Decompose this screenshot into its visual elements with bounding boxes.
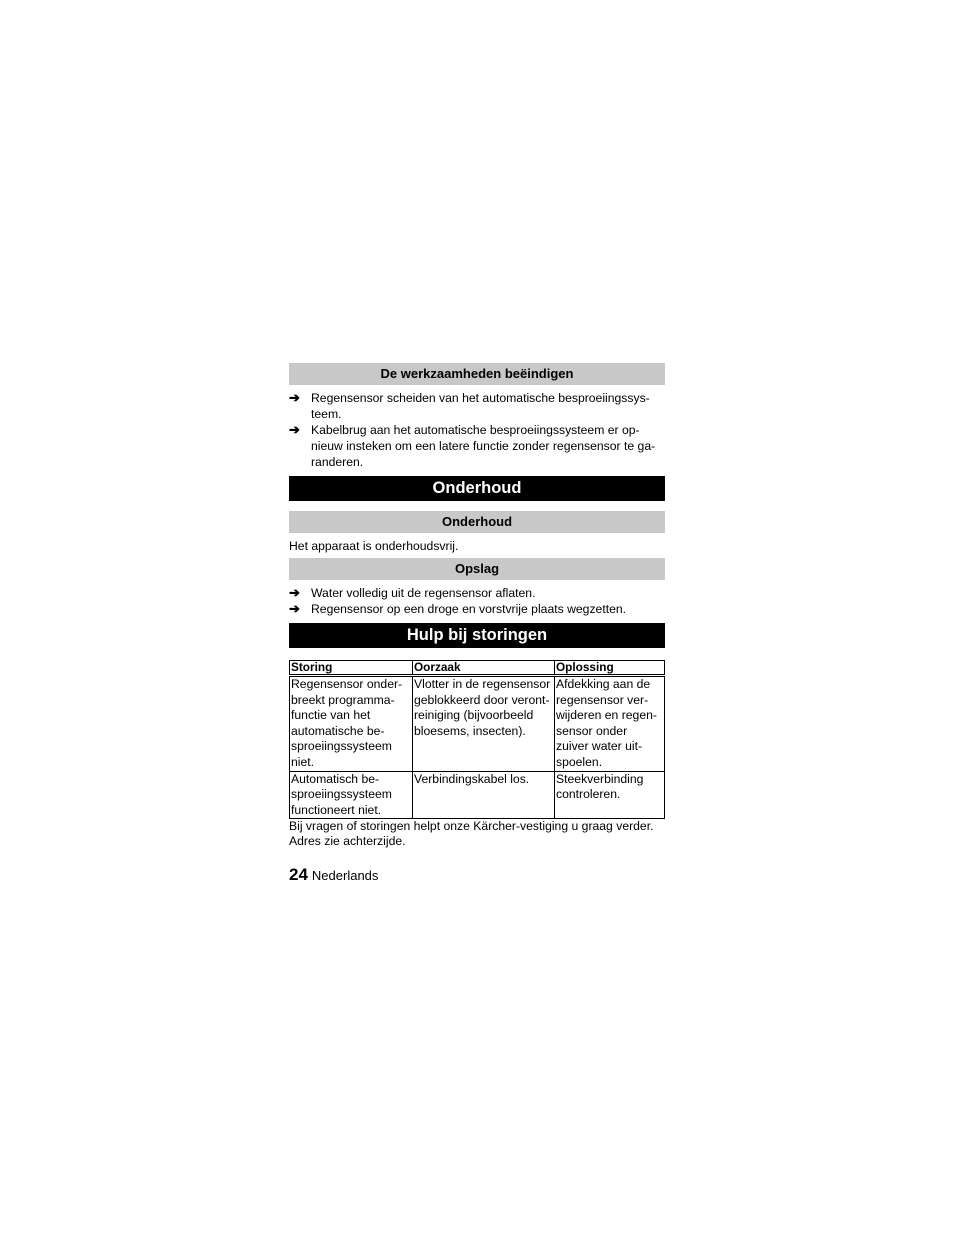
table-header-row — [290, 661, 665, 676]
finish-list — [289, 390, 665, 470]
cell-oorzaak: Verbindingskabel los. — [413, 771, 555, 819]
table-row — [290, 771, 665, 819]
list-item-text: Kabelbrug aan het automatische besproeiingssysteem er op-nieuw insteken om een latere functie zonder regensensor te ga-randeren. — [311, 423, 656, 469]
arrow-right-icon: ➔ — [289, 601, 300, 616]
arrow-right-icon: ➔ — [289, 390, 300, 405]
list-item — [289, 422, 665, 470]
content-column — [289, 363, 665, 885]
closing-text: Bij vragen of storingen helpt onze Kärcher-vestiging u graag verder. Adres zie achterzijde. — [289, 819, 654, 849]
list-item — [289, 390, 665, 422]
page-footer — [289, 865, 665, 885]
trouble-banner: Hulp bij storingen — [289, 623, 665, 648]
cell-storing: Automatisch be-sproeiingssysteem functioneert niet. — [290, 771, 413, 819]
trouble-table — [289, 660, 665, 819]
table-row — [290, 676, 665, 772]
storage-heading: Opslag — [289, 558, 665, 580]
arrow-right-icon: ➔ — [289, 585, 300, 600]
arrow-right-icon: ➔ — [289, 422, 300, 437]
list-item — [289, 601, 665, 617]
finish-heading: De werkzaamheden beëindigen — [289, 363, 665, 385]
list-item-text: Regensensor scheiden van het automatische besproeiingssys-teem. — [311, 391, 650, 421]
header-oorzaak: Oorzaak — [413, 661, 555, 676]
page-number: 24 — [289, 865, 308, 885]
header-storing: Storing — [290, 661, 413, 676]
maintenance-text: Het apparaat is onderhoudsvrij. — [289, 539, 459, 553]
language-label: Nederlands — [311, 868, 379, 884]
list-item-text: Regensensor op een droge en vorstvrije plaats wegzetten. — [311, 602, 627, 616]
list-item — [289, 585, 665, 601]
cell-oplossing: Steekverbinding controleren. — [555, 771, 665, 819]
cell-oorzaak: Vlotter in de regensensor geblokkeerd door veront-reiniging (bijvoorbeeld bloesems, insecten). — [413, 676, 555, 772]
list-item-text: Water volledig uit de regensensor aflaten. — [311, 586, 536, 600]
cell-storing: Regensensor onder-breekt programma-functie van het automatische be-sproeiingssysteem niet. — [290, 676, 413, 772]
header-oplossing: Oplossing — [555, 661, 665, 676]
maintenance-heading: Onderhoud — [289, 511, 665, 533]
maintenance-banner: Onderhoud — [289, 476, 665, 501]
storage-list — [289, 585, 665, 617]
cell-oplossing: Afdekking aan de regensensor ver-wijderen en regen-sensor onder zuiver water uit-spoelen. — [555, 676, 665, 772]
